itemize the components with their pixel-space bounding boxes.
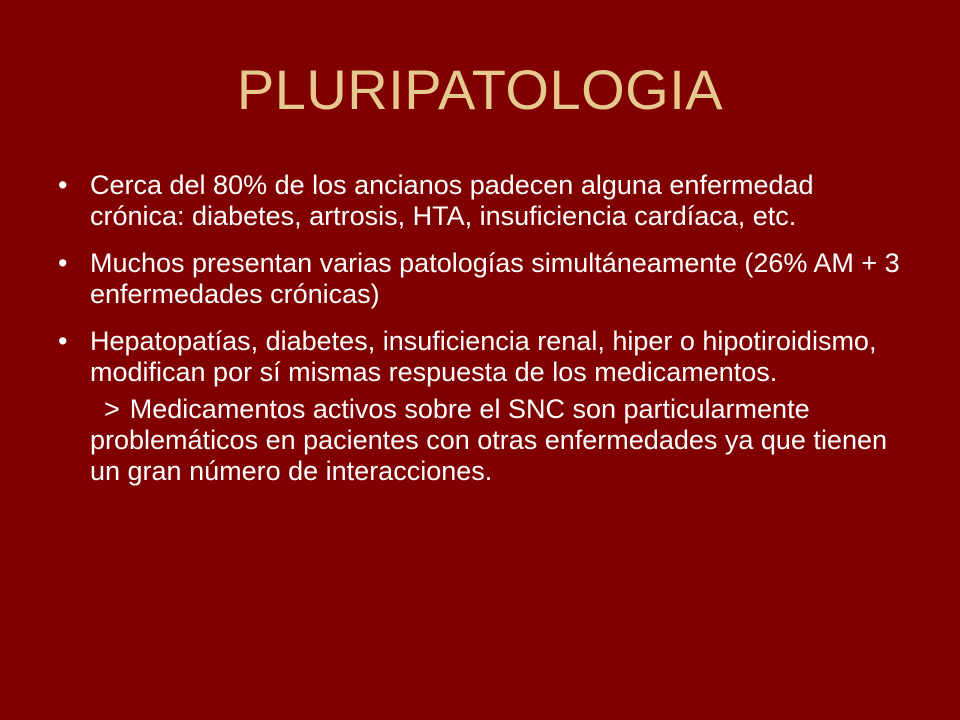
bullet-item-2 [54,248,914,310]
bullet-text-2: Muchos presentan varias patologías simultáneamente (26% AM + 3 enfermedades crónicas) [90,248,900,309]
bullet-item-1 [54,170,914,232]
greater-than-marker-icon: > [104,394,120,424]
sub-paragraph-text: Medicamentos activos sobre el SNC son particularmente problemáticos en pacientes con otras enfermedades ya que tienen un gran número de interacciones. [90,394,888,486]
bullet-dot-icon: • [58,170,68,200]
bullet-text-3: Hepatopatías, diabetes, insuficiencia renal, hiper o hipotiroidismo, modifican por sí mismas respuesta de los medicamentos. [90,326,877,387]
sub-paragraph [54,394,914,487]
slide-title: PLURIPATOLOGIA [236,58,724,121]
bullet-item-3 [54,326,914,388]
bullet-text-1: Cerca del 80% de los ancianos padecen alguna enfermedad crónica: diabetes, artrosis, HTA, insuficiencia cardíaca, etc. [90,170,814,231]
bullet-dot-icon: • [58,326,68,356]
bullet-dot-icon: • [58,248,68,278]
slide-body [54,170,914,487]
